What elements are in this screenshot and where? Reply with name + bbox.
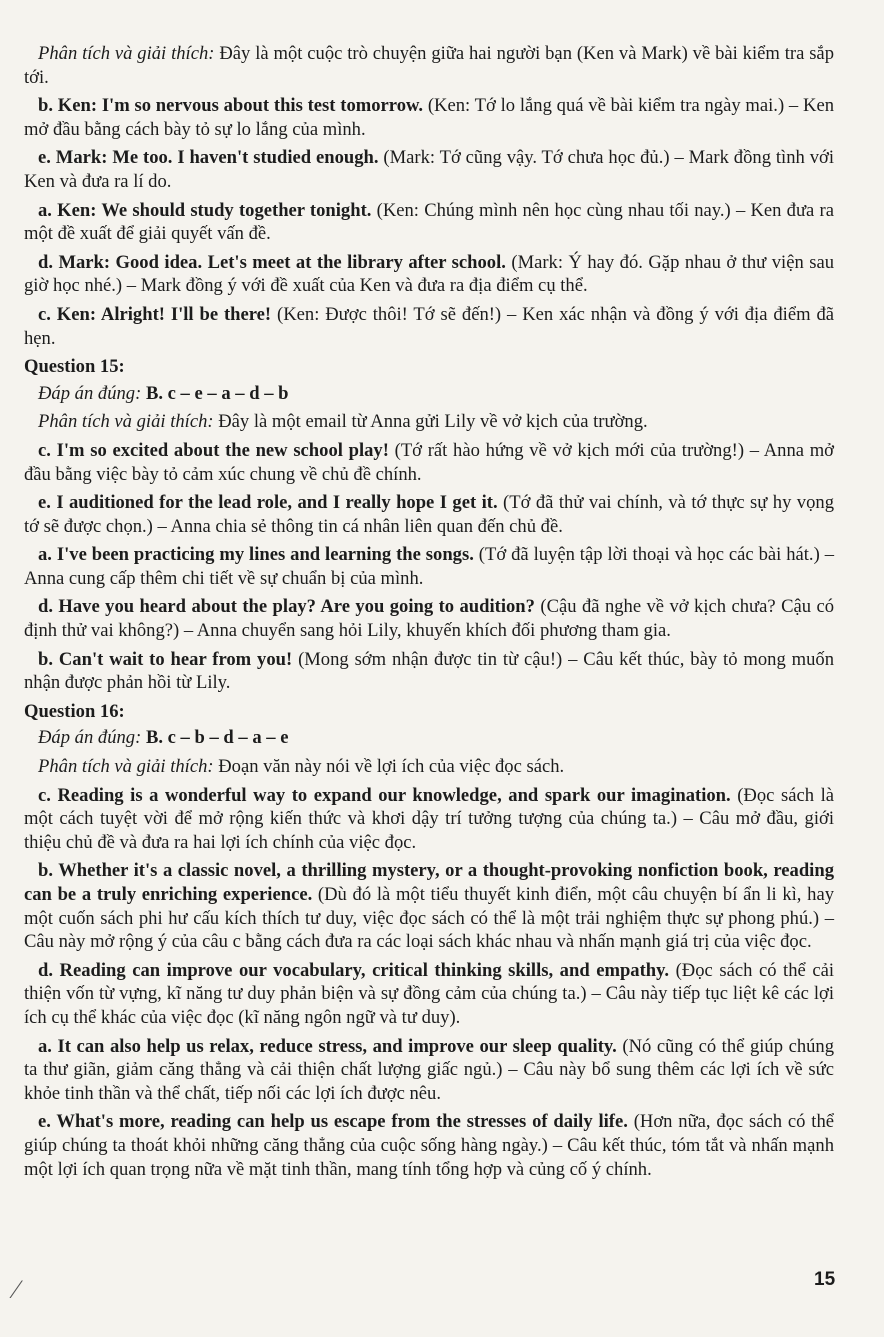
q16-item (24, 959, 834, 1030)
item-explanation: (Ken: Được thôi! Tớ sẽ đến!) – Ken xác nhận và đồng ý với địa điểm đã hẹn. (24, 303, 834, 349)
item-explanation: (Hơn nữa, đọc sách có thể giúp chúng ta thoát khỏi những căng thẳng của cuộc sống hàng ngày.) – Câu kết thúc, tóm tắt và nhấn mạnh một lợi ích quan trọng nữa về mặt tinh thần, mang tính tổng hợp và củng cố ý chính. (24, 1111, 834, 1180)
item-english: c. Ken: Alright! I'll be there! (38, 303, 272, 325)
item-english: d. Reading can improve our vocabulary, critical thinking skills, and empathy. (38, 959, 670, 981)
q15-item (24, 648, 834, 695)
item-explanation: (Mong sớm nhận được tin từ cậu!) – Câu kết thúc, bày tỏ mong muốn nhận được phản hồi từ Lily. (24, 648, 834, 694)
item-explanation: (Tớ đã luyện tập lời thoại và học các bài hát.) – Anna cung cấp thêm chi tiết về sự chuẩn bị của mình. (24, 544, 834, 589)
q16-analysis (24, 755, 834, 779)
q15-answer (24, 382, 834, 406)
q16-item (24, 859, 834, 953)
page-number: 15 (814, 1269, 836, 1290)
item-english: e. I auditioned for the lead role, and I really hope I get it. (38, 492, 498, 514)
q14-item (24, 94, 834, 141)
item-explanation: (Ken: Chúng mình nên học cùng nhau tối nay.) – Ken đưa ra một đề xuất để giải quyết vấn đề. (24, 199, 834, 245)
item-english: b. Whether it's a classic novel, a thrilling mystery, or a thought-provoking nonfiction book, reading can be a truly enriching experience. (24, 860, 834, 905)
item-explanation: (Đọc sách là một cách tuyệt vời để mở rộng kiến thức và khơi dậy trí tưởng tượng của chúng ta.) – Câu mở đầu, giới thiệu chủ đề và đưa ra hai lợi ích chính của việc đọc. (24, 784, 834, 853)
item-explanation: (Ken: Tớ lo lắng quá về bài kiểm tra ngày mai.) – Ken mở đầu bằng cách bày tỏ sự lo lắng của mình. (24, 95, 834, 140)
item-english: c. I'm so excited about the new school play! (38, 439, 389, 461)
q14-item (24, 251, 834, 298)
item-explanation: (Mark: Ý hay đó. Gặp nhau ở thư viện sau giờ học nhé.) – Mark đồng ý với đề xuất của Ken và đưa ra địa điểm cụ thể. (24, 251, 834, 297)
analysis-label: Phân tích và giải thích: (38, 411, 214, 433)
item-explanation: (Đọc sách có thể cải thiện vốn từ vựng, kĩ năng tư duy phản biện và sự đồng cảm của chúng ta.) – Câu này tiếp tục liệt kê các lợi ích cụ thể khác của việc đọc (kĩ năng ngôn ngữ và tư duy). (24, 959, 834, 1028)
item-english: d. Mark: Good idea. Let's meet at the library after school. (38, 251, 506, 273)
q14-item (24, 303, 834, 350)
item-english: c. Reading is a wonderful way to expand our knowledge, and spark our imagination. (38, 784, 731, 806)
q14-analysis (24, 42, 834, 89)
q15-item (24, 439, 834, 486)
item-english: a. Ken: We should study together tonight. (38, 199, 372, 221)
item-english: e. What's more, reading can help us escape from the stresses of daily life. (38, 1111, 628, 1133)
item-english: e. Mark: Me too. I haven't studied enough. (38, 147, 379, 169)
q15-item (24, 491, 834, 538)
q16-answer (24, 726, 834, 750)
item-explanation: (Tớ rất hào hứng về vở kịch mới của trường!) – Anna mở đầu bằng việc bày tỏ cảm xúc chung về chủ đề chính. (24, 439, 834, 485)
analysis-label: Phân tích và giải thích: (38, 756, 214, 778)
analysis-text: Đây là một email từ Anna gửi Lily về vở kịch của trường. (213, 411, 648, 433)
answer-label: Đáp án đúng: (38, 382, 142, 404)
item-explanation: (Nó cũng có thể giúp chúng ta thư giãn, giảm căng thẳng và cải thiện chất lượng giấc ngủ.) – Câu này bổ sung thêm các lợi ích về sức khỏe tinh thần và thể chất, tiếp nối các lợi ích được nêu. (24, 1035, 835, 1104)
q16-item (24, 784, 834, 855)
item-explanation: (Cậu đã nghe về vở kịch chưa? Cậu có định thử vai không?) – Anna chuyển sang hỏi Lily, khuyến khích đối phương tham gia. (24, 596, 834, 642)
item-explanation: (Dù đó là một tiểu thuyết kinh điển, một câu chuyện bí ẩn li kì, hay một cuốn sách phi hư cấu kích thích tư duy, việc đọc sách có thể là một trải nghiệm thực sự phong phú.) – Câu này mở rộng ý của câu c bằng cách đưa ra các loại sách khác nhau và nhấn mạnh giá trị của việc đọc. (24, 884, 834, 953)
q14-item (24, 199, 834, 246)
item-english: b. Ken: I'm so nervous about this test tomorrow. (38, 95, 424, 117)
question-15-heading: Question 15: (24, 356, 125, 378)
question-16-heading: Question 16: (24, 700, 125, 722)
q14-item (24, 146, 834, 193)
analysis-text: Đoạn văn này nói về lợi ích của việc đọc sách. (213, 756, 565, 778)
q16-item (24, 1035, 834, 1106)
analysis-text: Đây là một cuộc trò chuyện giữa hai người bạn (Ken và Mark) về bài kiểm tra sắp tới. (24, 43, 834, 88)
item-explanation: (Mark: Tớ cũng vậy. Tớ chưa học đủ.) – Mark đồng tình với Ken và đưa ra lí do. (24, 147, 834, 192)
q15-item (24, 595, 834, 642)
item-english: b. Can't wait to hear from you! (38, 648, 293, 670)
pen-mark-icon: ⁄ (14, 1275, 19, 1304)
answer-value: B. c – b – d – a – e (141, 727, 289, 749)
analysis-label: Phân tích và giải thích: (38, 43, 215, 64)
q15-item (24, 543, 834, 590)
item-english: a. It can also help us relax, reduce stress, and improve our sleep quality. (38, 1035, 617, 1057)
answer-value: B. c – e – a – d – b (141, 382, 289, 404)
item-explanation: (Tớ đã thử vai chính, và tớ thực sự hy vọng tớ sẽ được chọn.) – Anna chia sẻ thông tin cá nhân liên quan đến chủ đề. (24, 492, 834, 537)
q15-analysis (24, 410, 834, 434)
answer-label: Đáp án đúng: (38, 727, 142, 749)
item-english: d. Have you heard about the play? Are you going to audition? (38, 596, 535, 618)
q16-item (24, 1110, 834, 1181)
item-english: a. I've been practicing my lines and learning the songs. (38, 544, 474, 566)
